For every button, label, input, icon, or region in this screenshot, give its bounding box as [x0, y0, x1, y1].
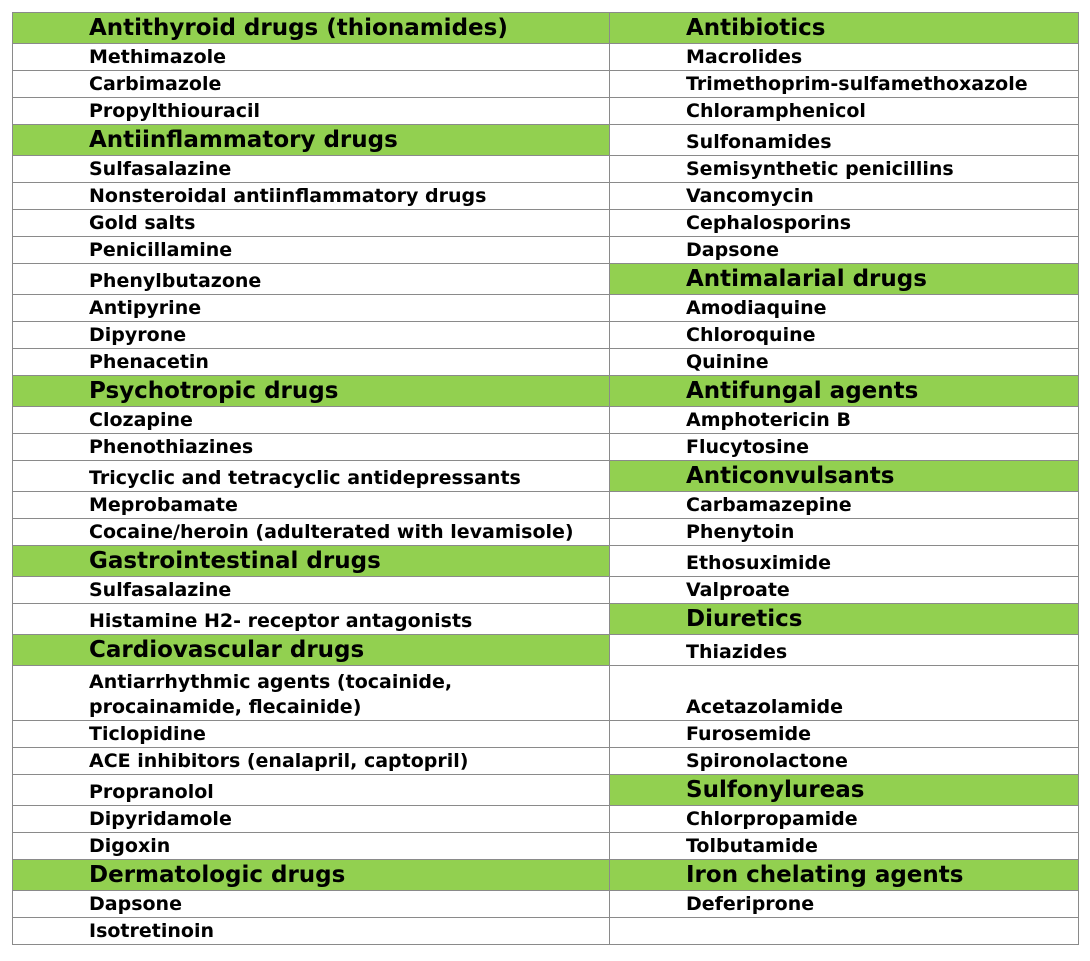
table-row: [13, 635, 1079, 666]
table-row: [13, 295, 1079, 322]
drug-cell: Sulfasalazine: [13, 577, 610, 604]
drug-cell: Dipyrone: [13, 322, 610, 349]
drug-cell: Phenacetin: [13, 349, 610, 376]
table-row: [13, 71, 1079, 98]
empty-cell: [610, 918, 1079, 945]
category-header-cell: Antiinflammatory drugs: [13, 125, 610, 156]
drug-cell: Dapsone: [13, 891, 610, 918]
table-row: [13, 125, 1079, 156]
category-header-cell: Dermatologic drugs: [13, 860, 610, 891]
drug-cell: Trimethoprim-sulfamethoxazole: [610, 71, 1079, 98]
category-header-cell: Antithyroid drugs (thionamides): [13, 13, 610, 44]
drug-cell: Clozapine: [13, 407, 610, 434]
drug-cell: Isotretinoin: [13, 918, 610, 945]
drug-cell: Ticlopidine: [13, 721, 610, 748]
table-row: [13, 806, 1079, 833]
table-row: [13, 577, 1079, 604]
drug-cell: Sulfasalazine: [13, 156, 610, 183]
table-row: [13, 833, 1079, 860]
drug-cell: Amphotericin B: [610, 407, 1079, 434]
drug-cell: Gold salts: [13, 210, 610, 237]
drug-cell: Phenylbutazone: [13, 264, 610, 295]
category-header-cell: Psychotropic drugs: [13, 376, 610, 407]
category-header-cell: Diuretics: [610, 604, 1079, 635]
category-header-cell: Iron chelating agents: [610, 860, 1079, 891]
drug-cell: Dipyridamole: [13, 806, 610, 833]
table-row: [13, 156, 1079, 183]
table-row: [13, 210, 1079, 237]
table-body: [13, 13, 1079, 945]
drug-cell: Chlorpropamide: [610, 806, 1079, 833]
drug-cell: Tolbutamide: [610, 833, 1079, 860]
drug-cell: Flucytosine: [610, 434, 1079, 461]
drug-cell: Vancomycin: [610, 183, 1079, 210]
drug-cell: Acetazolamide: [610, 666, 1079, 721]
table-row: [13, 860, 1079, 891]
drug-cell: Spironolactone: [610, 748, 1079, 775]
table-row: [13, 349, 1079, 376]
drug-cell: Antiarrhythmic agents (tocainide, procainamide, flecainide): [13, 666, 610, 721]
drug-cell: Valproate: [610, 577, 1079, 604]
category-header-cell: Antimalarial drugs: [610, 264, 1079, 295]
drug-cell: Semisynthetic penicillins: [610, 156, 1079, 183]
drug-cell: Phenothiazines: [13, 434, 610, 461]
table-row: [13, 546, 1079, 577]
table-row: [13, 891, 1079, 918]
drug-cell: Meprobamate: [13, 492, 610, 519]
table-row: [13, 434, 1079, 461]
category-header-cell: Cardiovascular drugs: [13, 635, 610, 666]
table-row: [13, 748, 1079, 775]
drug-cell: Deferiprone: [610, 891, 1079, 918]
table-row: [13, 44, 1079, 71]
drug-cell: ACE inhibitors (enalapril, captopril): [13, 748, 610, 775]
table-row: [13, 98, 1079, 125]
drug-cell: Phenytoin: [610, 519, 1079, 546]
category-header-cell: Gastrointestinal drugs: [13, 546, 610, 577]
table-row: [13, 183, 1079, 210]
table-row: [13, 237, 1079, 264]
table-row: [13, 721, 1079, 748]
drug-cell: Propranolol: [13, 775, 610, 806]
category-header-cell: Sulfonylureas: [610, 775, 1079, 806]
drug-cell: Sulfonamides: [610, 125, 1079, 156]
drug-cell: Antipyrine: [13, 295, 610, 322]
drug-cell: Thiazides: [610, 635, 1079, 666]
table-row: [13, 519, 1079, 546]
table-row: [13, 492, 1079, 519]
drug-table: [12, 12, 1079, 945]
table-row: [13, 264, 1079, 295]
drug-cell: Ethosuximide: [610, 546, 1079, 577]
category-header-cell: Anticonvulsants: [610, 461, 1079, 492]
table-row: [13, 13, 1079, 44]
table-row: [13, 666, 1079, 721]
drug-cell: Chloramphenicol: [610, 98, 1079, 125]
drug-cell: Penicillamine: [13, 237, 610, 264]
drug-cell: Carbimazole: [13, 71, 610, 98]
table-row: [13, 461, 1079, 492]
drug-cell: Quinine: [610, 349, 1079, 376]
drug-cell: Chloroquine: [610, 322, 1079, 349]
table-row: [13, 322, 1079, 349]
table-row: [13, 407, 1079, 434]
drug-cell: Cocaine/heroin (adulterated with levamisole): [13, 519, 610, 546]
table-row: [13, 775, 1079, 806]
drug-cell: Carbamazepine: [610, 492, 1079, 519]
category-header-cell: Antibiotics: [610, 13, 1079, 44]
drug-cell: Tricyclic and tetracyclic antidepressants: [13, 461, 610, 492]
drug-cell: Histamine H2- receptor antagonists: [13, 604, 610, 635]
drug-cell: Nonsteroidal antiinflammatory drugs: [13, 183, 610, 210]
drug-cell: Digoxin: [13, 833, 610, 860]
drug-cell: Macrolides: [610, 44, 1079, 71]
drug-cell: Furosemide: [610, 721, 1079, 748]
category-header-cell: Antifungal agents: [610, 376, 1079, 407]
table-row: [13, 918, 1079, 945]
table-row: [13, 376, 1079, 407]
drug-cell: Propylthiouracil: [13, 98, 610, 125]
drug-cell: Dapsone: [610, 237, 1079, 264]
drug-cell: Amodiaquine: [610, 295, 1079, 322]
table-row: [13, 604, 1079, 635]
drug-cell: Cephalosporins: [610, 210, 1079, 237]
drug-cell: Methimazole: [13, 44, 610, 71]
